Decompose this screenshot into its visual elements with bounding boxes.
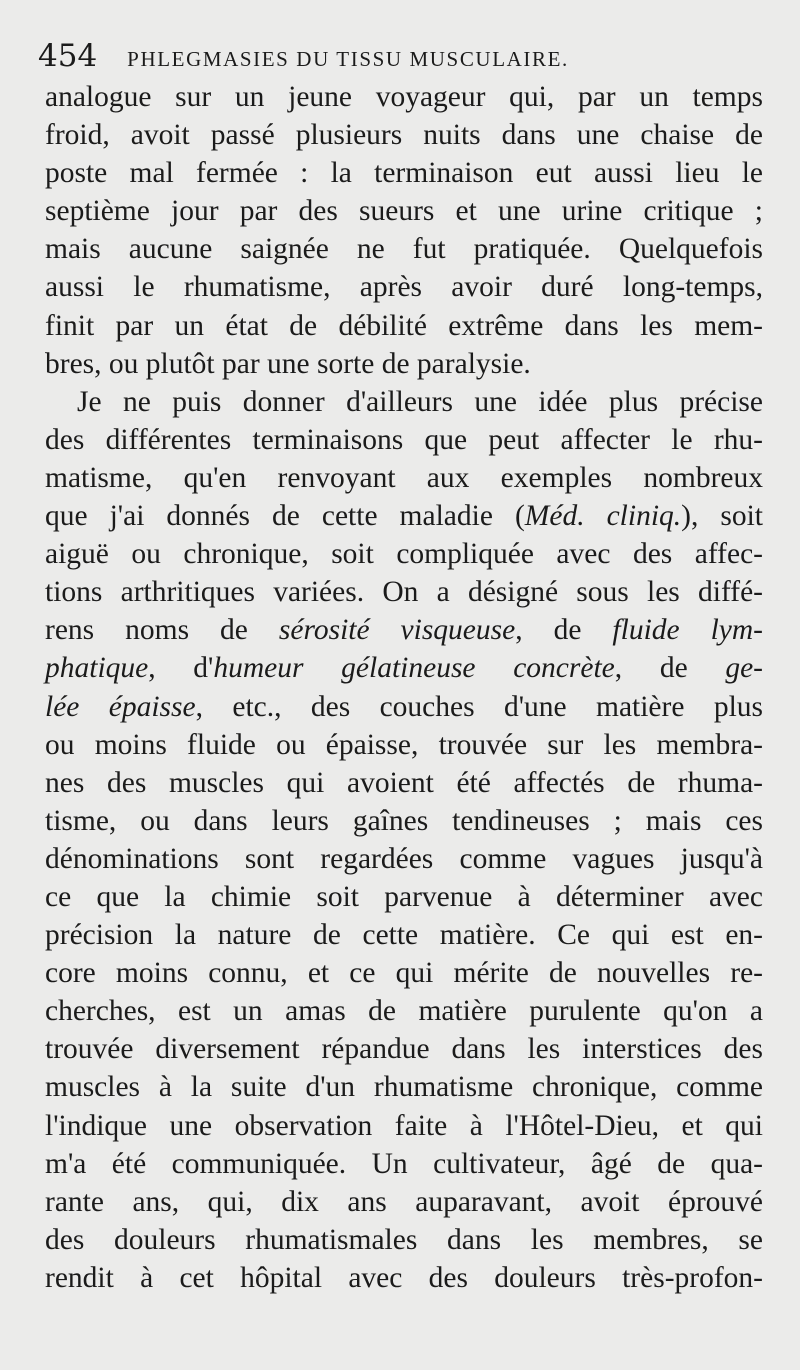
text-line: froid, avoit passé plusieurs nuits dans une chaise de [45, 119, 763, 152]
text-line: aussi le rhumatisme, après avoir duré long-temps, [45, 271, 763, 304]
text-line: l'indique une observation faite à l'Hôtel-Dieu, et qui [45, 1109, 763, 1142]
text-line: poste mal fermée : la terminaison eut aussi lieu le [45, 157, 763, 190]
text-line: septième jour par des sueurs et une urine critique ; [45, 195, 763, 228]
text-line: matisme, qu'en renvoyant aux exemples nombreux [45, 461, 763, 494]
italic-citation: Méd. cliniq. [524, 500, 682, 533]
running-head: PHLEGMASIES DU TISSU MUSCULAIRE. [127, 47, 569, 71]
text-line: rens noms de sérosité visqueuse, de fluide lym- [45, 614, 764, 647]
text-line: m'a été communiquée. Un cultivateur, âgé de qua- [45, 1147, 763, 1180]
text-line: bres, ou plutôt par une sorte de paralysie. [45, 347, 531, 380]
text-line: tisme, ou dans leurs gaînes tendineuses ; mais ces [45, 804, 763, 837]
text-line: que j'ai donnés de cette maladie (Méd. cliniq.), soit [45, 500, 763, 533]
italic-term: ge- [725, 652, 764, 685]
italic-term: lée épaisse [45, 690, 196, 723]
italic-term: sérosité visqueuse [278, 614, 516, 647]
text-line: tions arthritiques variées. On a désigné sous les diffé- [45, 576, 763, 609]
text-line: précision la nature de cette matière. Ce qui est en- [45, 919, 763, 952]
text-line: mais aucune saignée ne fut pratiquée. Quelquefois [45, 233, 763, 266]
body-text [45, 78, 763, 1297]
italic-term: humeur gélatineuse concrète [213, 652, 615, 685]
text-line: des douleurs rhumatismales dans les membres, se [45, 1223, 763, 1256]
text-line: rante ans, qui, dix ans auparavant, avoit éprouvé [45, 1185, 763, 1218]
text-line: core moins connu, et ce qui mérite de nouvelles re- [45, 957, 763, 990]
text-line: muscles à la suite d'un rhumatisme chronique, comme [45, 1071, 763, 1104]
text-line: rendit à cet hôpital avec des douleurs très-profon- [45, 1261, 763, 1294]
italic-term: fluide lym- [612, 614, 764, 647]
page-number: 454 [38, 38, 98, 74]
text-line: aiguë ou chronique, soit compliquée avec des affec- [45, 538, 763, 571]
text-line: phatique, d'humeur gélatineuse concrète, de ge- [45, 652, 764, 685]
page-header [38, 38, 569, 82]
text-line: cherches, est un amas de matière purulente qu'on a [45, 995, 763, 1028]
text-line: des différentes terminaisons que peut affecter le rhu- [45, 423, 763, 456]
text-line: trouvée diversement répandue dans les interstices des [45, 1033, 763, 1066]
text-line: finit par un état de débilité extrême dans les mem- [45, 309, 763, 342]
text-line: ce que la chimie soit parvenue à déterminer avec [45, 880, 763, 913]
italic-term: phatique [45, 652, 149, 685]
text-line: Je ne puis donner d'ailleurs une idée plus précise [77, 385, 763, 418]
text-line: nes des muscles qui avoient été affectés de rhuma- [45, 766, 763, 799]
text-line: lée épaisse, etc., des couches d'une matière plus [45, 690, 763, 723]
text-line: ou moins fluide ou épaisse, trouvée sur les membra- [45, 728, 763, 761]
text-line: analogue sur un jeune voyageur qui, par un temps [45, 81, 763, 113]
text-line: dénominations sont regardées comme vagues jusqu'à [45, 842, 763, 875]
